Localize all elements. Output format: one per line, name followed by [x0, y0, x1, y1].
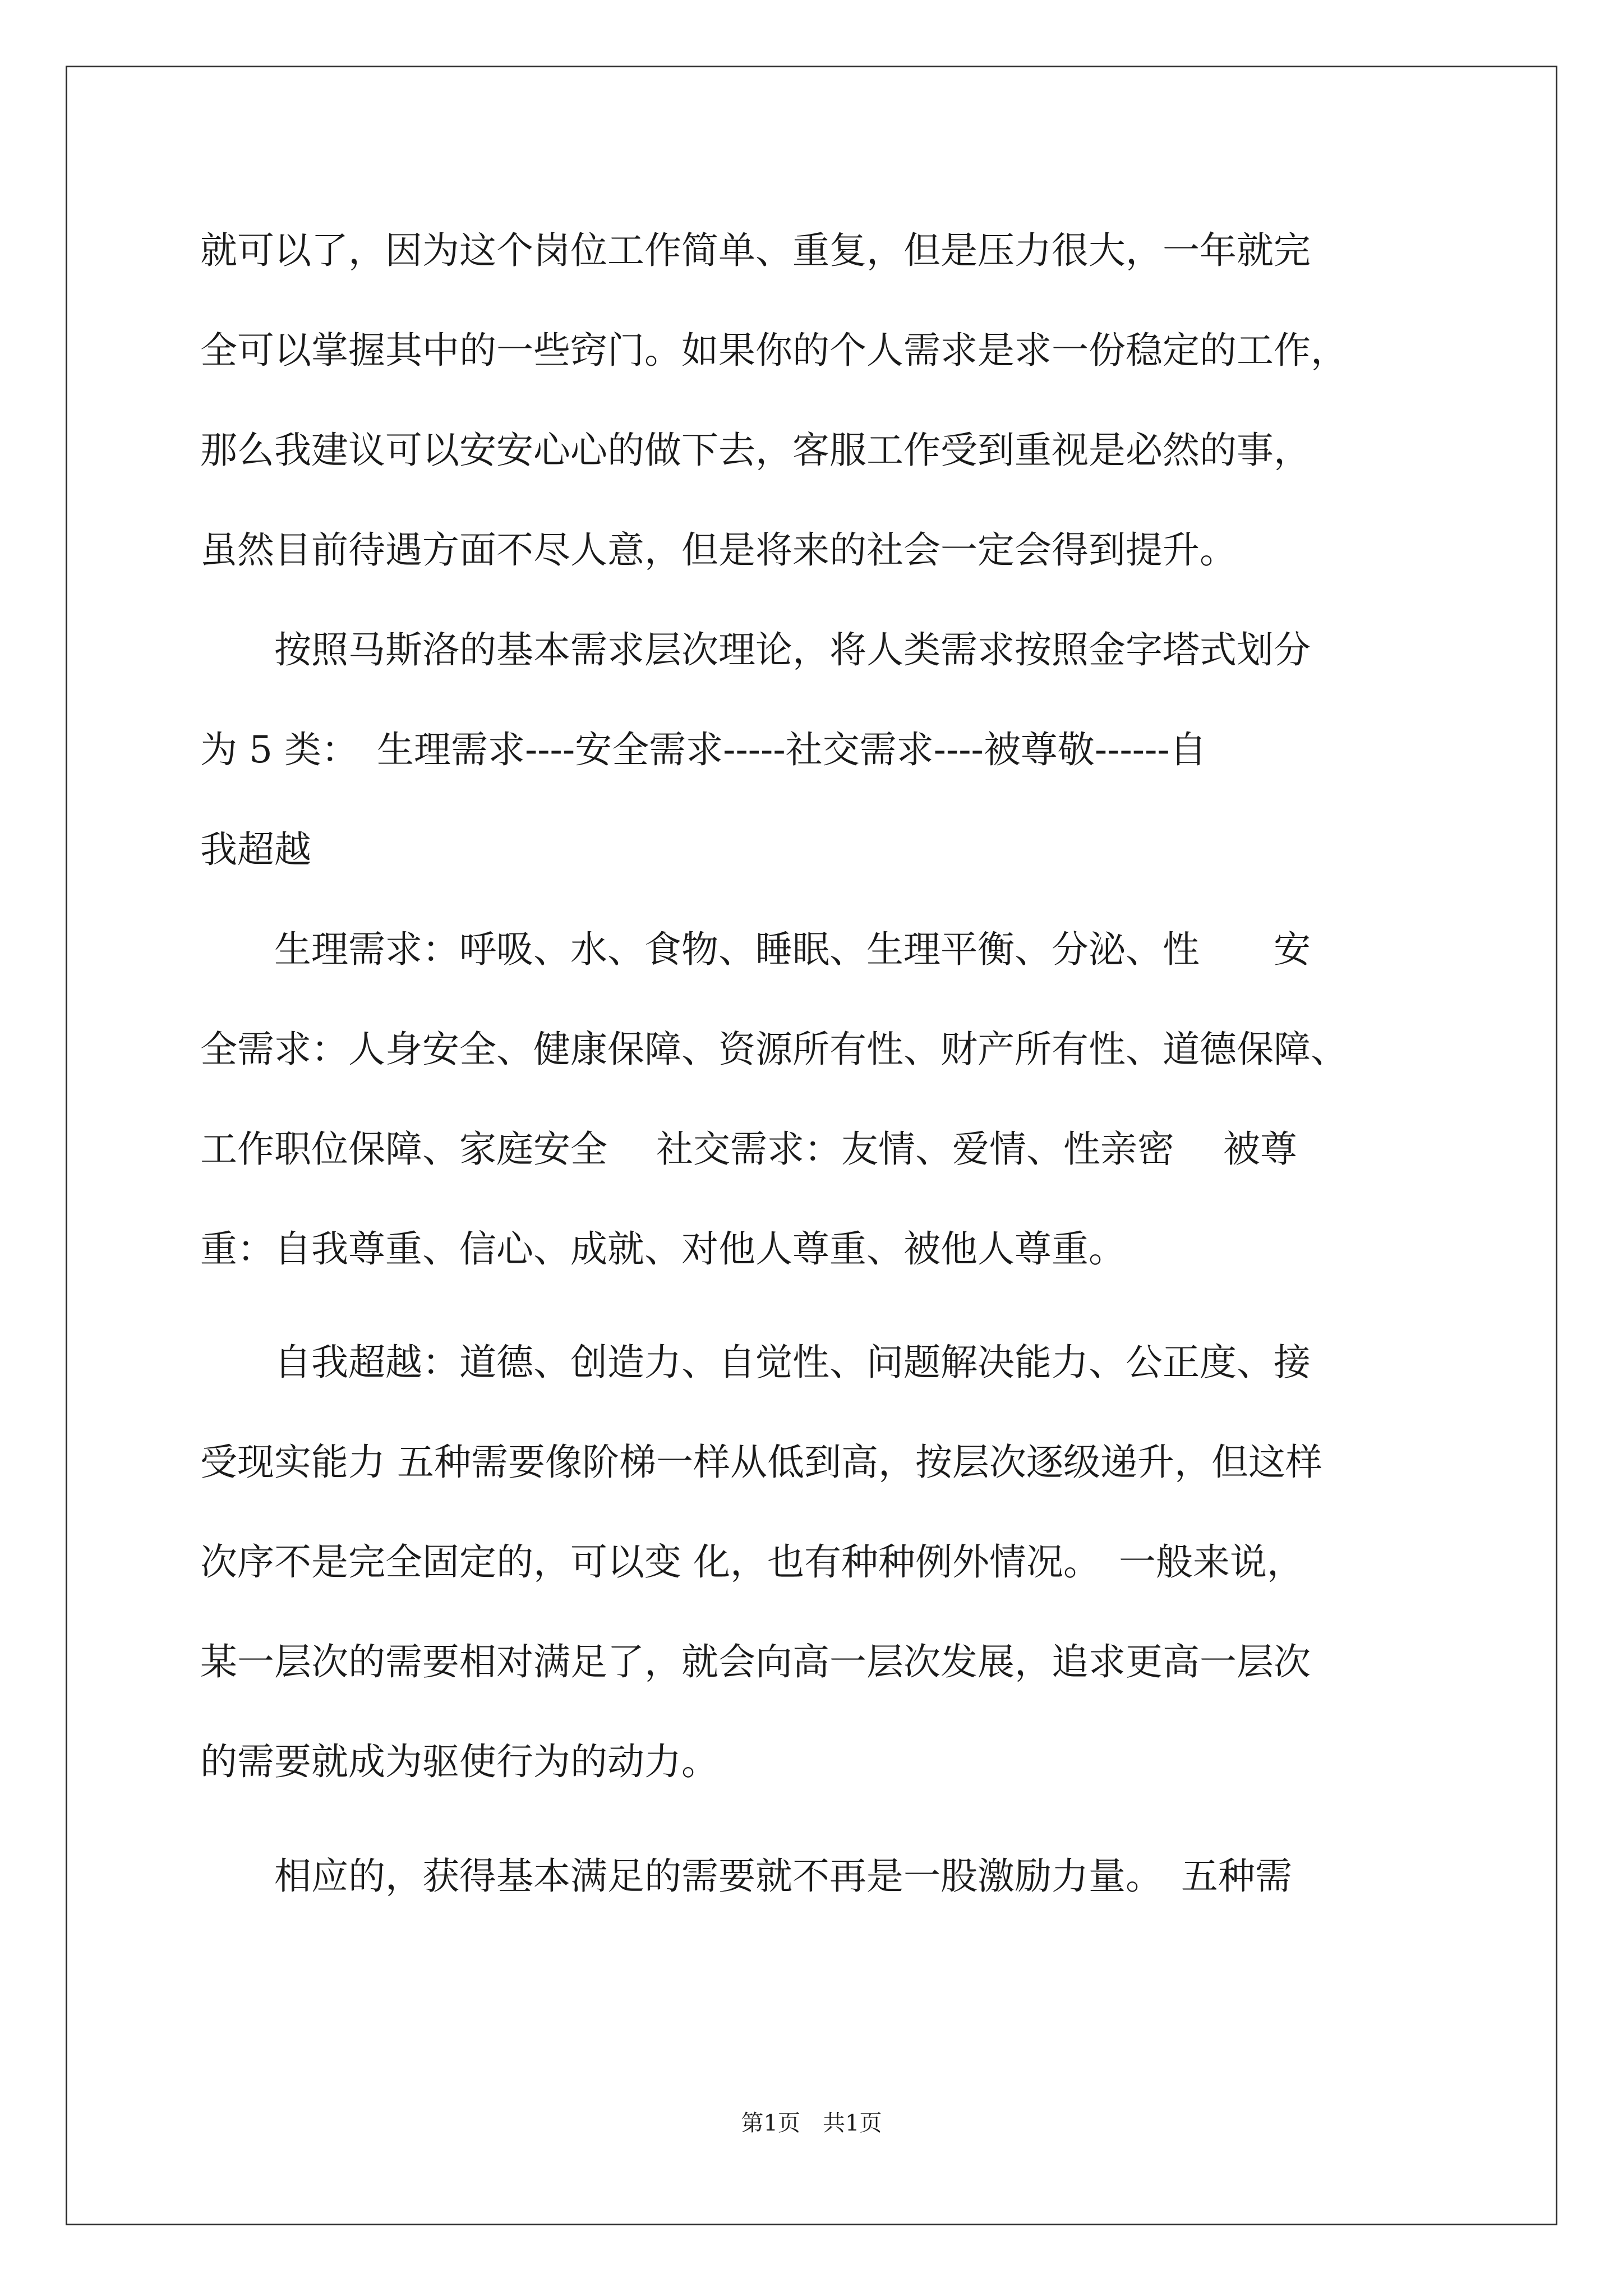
- text-line-5: 按照马斯洛的基本需求层次理论，将人类需求按照金字塔式划分: [200, 628, 1311, 671]
- text-line-13: 受现实能力 五种需要像阶梯一样从低到高，按层次逐级递升，但这样: [200, 1441, 1322, 1484]
- text-line-8: 生理需求：呼吸、水、食物、睡眠、生理平衡、分泌、性 安: [200, 928, 1311, 971]
- text-line-15: 某一层次的需要相对满足了，就会向高一层次发展，追求更高一层次: [200, 1640, 1311, 1683]
- text-line-17: 相应的，获得基本满足的需要就不再是一股激励力量。 五种需: [200, 1855, 1292, 1898]
- text-line-3: 那么我建议可以安安心心的做下去，客服工作受到重视是必然的事，: [200, 429, 1311, 472]
- text-line-9: 全需求：人身安全、健康保障、资源所有性、财产所有性、道德保障、: [200, 1028, 1348, 1071]
- text-line-1: 就可以了，因为这个岗位工作简单、重复，但是压力很大，一年就完: [200, 229, 1311, 272]
- text-line-10: 工作职位保障、家庭安全 社交需求：友情、爱情、性亲密 被尊: [200, 1128, 1297, 1171]
- text-line-7: 我超越: [200, 828, 311, 871]
- text-line-2: 全可以掌握其中的一些窍门。如果你的个人需求是求一份稳定的工作，: [200, 329, 1348, 372]
- text-line-6: 为 5 类： 生理需求----安全需求-----社交需求----被尊敬------自: [200, 728, 1207, 771]
- page-footer: 第1页 共1页: [741, 2110, 882, 2136]
- text-line-11: 重：自我尊重、信心、成就、对他人尊重、被他人尊重。: [200, 1227, 1126, 1271]
- text-line-4: 虽然目前待遇方面不尽人意，但是将来的社会一定会得到提升。: [200, 528, 1237, 572]
- text-line-14: 次序不是完全固定的，可以变 化，也有种种例外情况。 一般来说，: [200, 1540, 1304, 1584]
- text-line-12: 自我超越：道德、创造力、自觉性、问题解决能力、公正度、接: [200, 1341, 1311, 1384]
- text-line-16: 的需要就成为驱使行为的动力。: [200, 1740, 718, 1783]
